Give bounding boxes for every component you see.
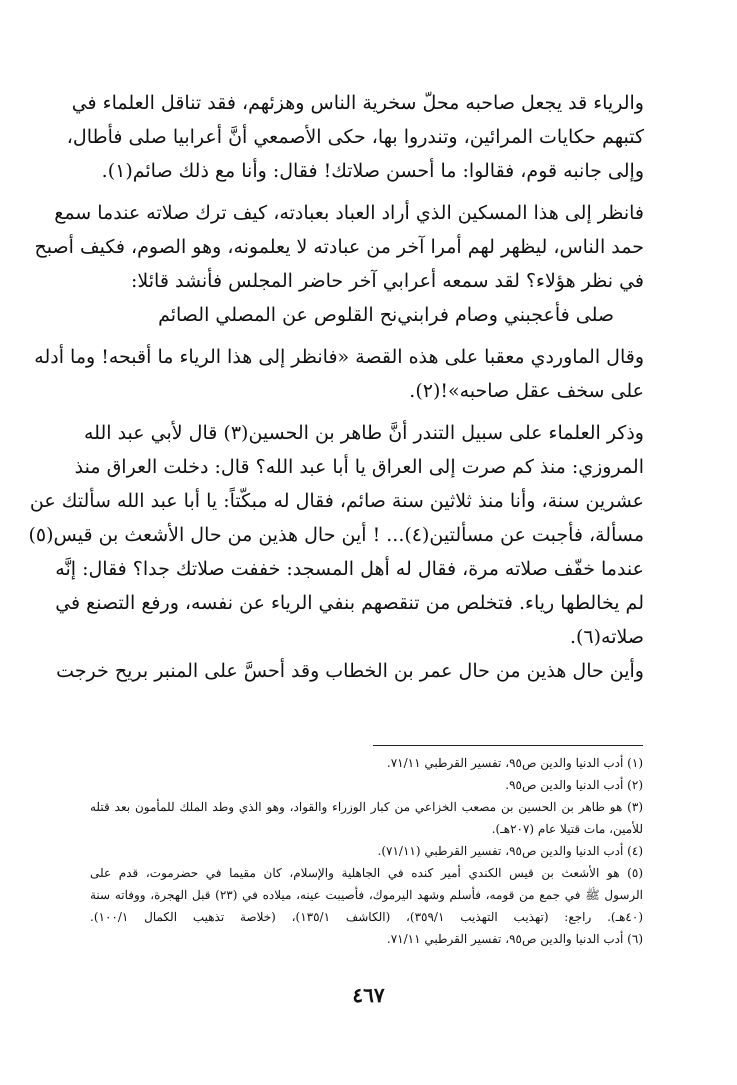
main-text (28, 86, 644, 688)
footnote-line: (٥) هو الأشعث بن قيس الكندي أمير كنده في الجاهلية والإسلام، كان مقيما في حضرموت، قدم على (90, 866, 643, 880)
body-line: والرياء قد يجعل صاحبه محلّ سخرية الناس وهزئهم، فقد تناقل العلماء في (71, 92, 644, 114)
body-line: فانظر إلى هذا المسكين الذي أراد العباد بعبادته، كيف ترك صلاته عندما سمع (54, 202, 644, 224)
footnote-line: (١) أدب الدنيا والدين ص٩٥، تفسير القرطبي ٧١/١١. (386, 756, 643, 770)
footnote-line: للأمين، مات قتيلا عام (٢٠٧هـ). (491, 822, 643, 836)
body-line: كتبهم حكايات المرائين، وتندروا بها، حكى الأصمعي أنَّ أعرابيا صلى فأطال، (66, 126, 644, 148)
page-number: ٤٦٧ (352, 983, 385, 1007)
body-line: على سخف عقل صاحبه»!(٢). (409, 380, 644, 402)
footnote-line: (٣) هو طاهر بن الحسين بن مصعب الخزاعي من كبار الوزراء والقواد، وهو الذي وطد الملك للمأمون بعد قتله (90, 800, 643, 814)
verse-first-hemistich: صلى فأعجبني وصام فرابني (397, 304, 614, 326)
footnote-line: (٤) أدب الدنيا والدين ص٩٥، تفسير القرطبي (٧١/١١). (377, 844, 643, 858)
body-line: عندما خفّف صلاته مرة، فقال له أهل المسجد: خففت صلاتك جدا؟ فقال: إنَّه (55, 558, 644, 580)
body-line: مسألة، فأجبت عن مسألتين(٤)... ! أين حال هذين من حال الأشعث بن قيس(٥) (28, 524, 644, 546)
footnote-line: (٢) أدب الدنيا والدين ص٩٥. (505, 778, 643, 792)
body-line: في نظر هؤلاء؟ لقد سمعه أعرابي آخر حاضر المجلس فأنشد قائلا: (131, 270, 644, 292)
body-line: وإلى جانبه قوم، فقالوا: ما أحسن صلاتك! فقال: وأنا مع ذلك صائم(١). (101, 160, 644, 182)
footnote-separator (373, 745, 643, 746)
verse-second-hemistich: نح القلوص عن المصلي الصائم (158, 304, 398, 326)
body-line: حمد الناس، ليظهر لهم أمرا آخر من عبادته لا يعلمونه، وهو الصوم، فكيف أصبح (34, 236, 644, 258)
footnote-line: (٦) أدب الدنيا والدين ص٩٥، تفسير القرطبي ٧١/١١. (386, 932, 643, 946)
body-line: المروزي: منذ كم صرت إلى العراق يا أبا عبد الله؟ قال: دخلت العراق منذ (74, 456, 644, 478)
body-line: لم يخالطها رياء. فتخلص من تنقصهم بنفي الرياء عن نفسه، ورفع التصنع في (55, 592, 644, 614)
footnote-line: الرسول ﷺ في جمع من قومه، فأسلم وشهد اليرموك، فأصيبت عينه، ميلاده في (٢٣) قبل الهجرة، ووفاته سنة (90, 888, 643, 902)
body-line: وقال الماوردي معقبا على هذه القصة «فانظر إلى هذا الرياء ما أقبحه! وما أدله (34, 346, 644, 368)
body-line: وأين حال هذين من حال عمر بن الخطاب وقد أحسَّ على المنبر بريح خرجت (56, 660, 644, 682)
body-line: وذكر العلماء على سبيل التندر أنَّ طاهر بن الحسين(٣) قال لأبي عبد الله (84, 422, 644, 444)
body-line: صلاته(٦). (569, 626, 644, 648)
footnote-line: (٤٠هـ). راجع: (تهذيب التهذيب ٣٥٩/١)، (الكاشف ١٣٥/١)، (خلاصة تذهيب الكمال ١٠٠/١). (90, 910, 643, 924)
footnotes (90, 752, 643, 950)
poetry-verse (158, 298, 614, 332)
body-line: عشرين سنة، وأنا منذ ثلاثين سنة صائم، فقال له مبكّتاً: يا أبا عبد الله سألتك عن (29, 490, 644, 512)
